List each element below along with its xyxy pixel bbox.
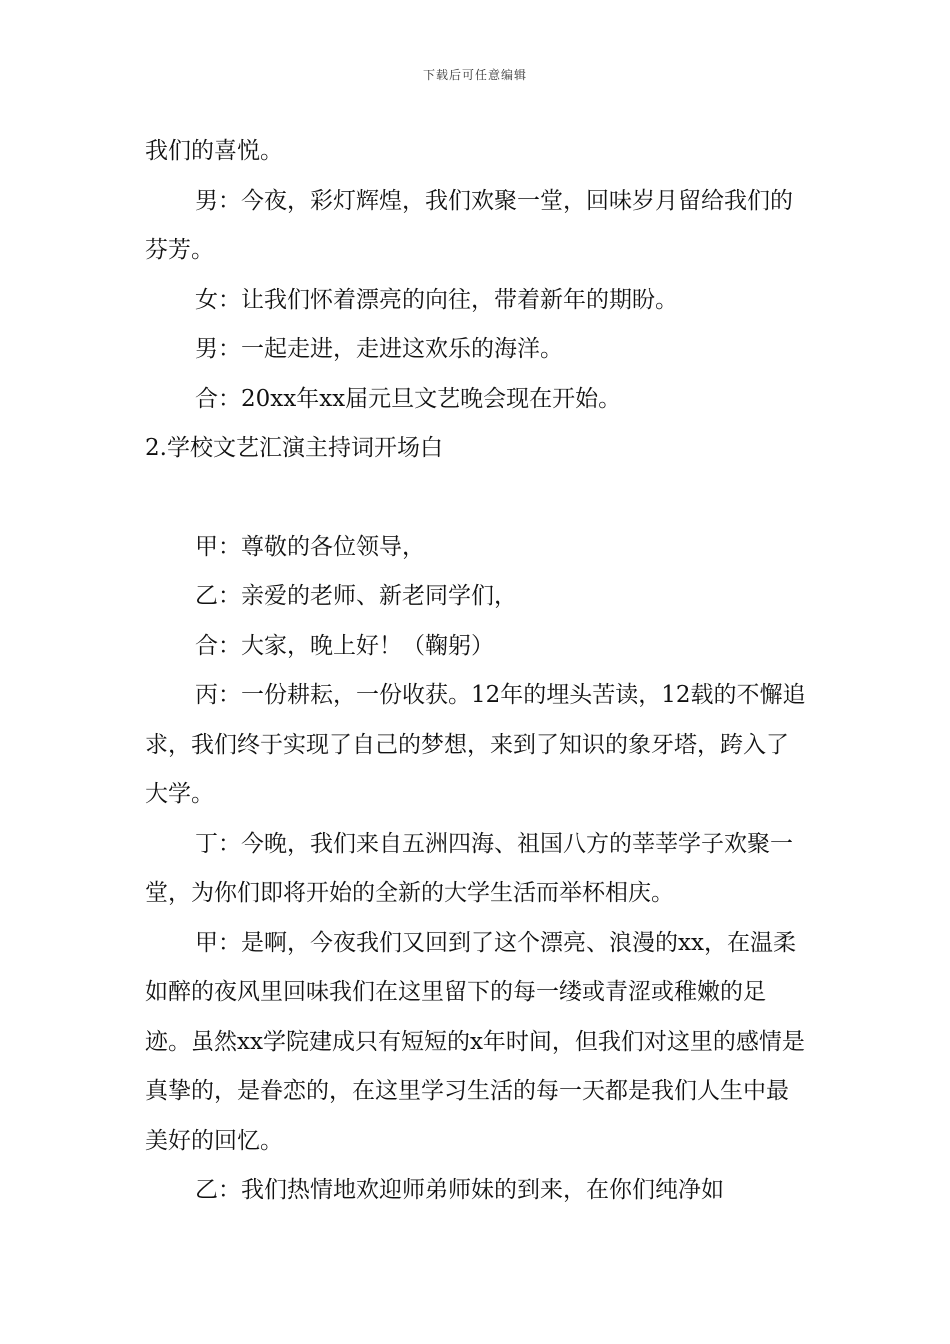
paragraph-continuation: 我们的喜悦。: [145, 138, 283, 164]
section-heading: 2.学校文艺汇演主持词开场白: [145, 435, 443, 461]
document-body: [145, 127, 810, 1216]
blank-line: [145, 474, 810, 523]
header-note: 下载后可任意编辑: [422, 68, 527, 82]
paragraph-male-2: 男：一起走进，走进这欢乐的海洋。: [195, 336, 563, 362]
paragraph-male-1: 男：今夜，彩灯辉煌，我们欢聚一堂，回味岁月留给我们的芬芳。: [145, 187, 793, 263]
paragraph-female-1: 女：让我们怀着漂亮的向往，带着新年的期盼。: [195, 286, 678, 313]
paragraph-bing-1: 丙：一份耕耘，一份收获。12年的埋头苦读，12载的不懈追求，我们终于实现了自己的梦想，来到了知识的象牙塔，跨入了大学。: [145, 682, 806, 807]
paragraph-jia-1: 甲：尊敬的各位领导，: [195, 533, 425, 560]
paragraph-together-1: 合：20xx年xx届元旦文艺晚会现在开始。: [195, 385, 622, 412]
paragraph-yi-2: 乙：我们热情地欢迎师弟师妹的到来，在你们纯净如: [195, 1177, 724, 1203]
paragraph-ding-1: 丁：今晚，我们来自五洲四海、祖国八方的莘莘学子欢聚一堂，为你们即将开始的全新的大学生活而举杯相庆。: [145, 830, 793, 906]
paragraph-together-2: 合：大家，晚上好！（鞠躬）: [195, 632, 494, 659]
paragraph-jia-2: 甲：是啊，今夜我们又回到了这个漂亮、浪漫的xx，在温柔如醉的夜风里回味我们在这里留下的每一缕或青涩或稚嫩的足迹。虽然xx学院建成只有短短的x年时间，但我们对这里的感情是真挚的，是眷恋的，在这里学习生活的每一天都是我们人生中最美好的回忆。: [145, 929, 805, 1154]
paragraph-yi-1: 乙：亲爱的老师、新老同学们，: [195, 583, 517, 609]
